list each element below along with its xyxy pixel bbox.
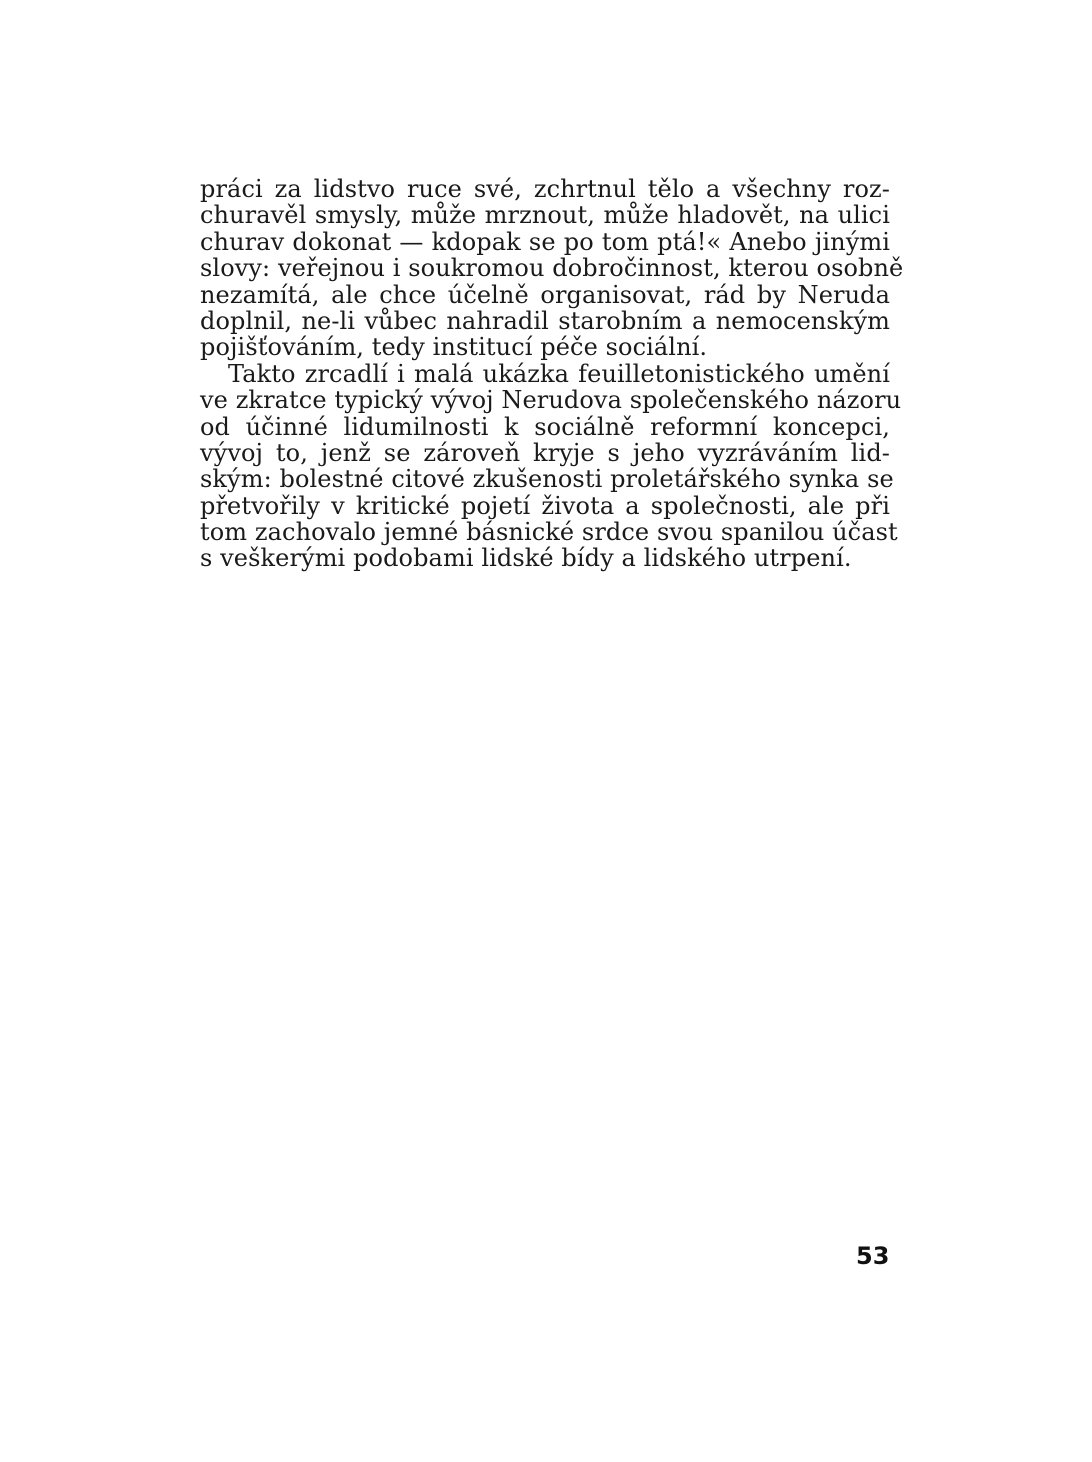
text-line: nezamítá, ale chce účelně organisovat, rád by Neruda [200, 280, 890, 309]
text-line: ským: bolestné citové zkušenosti proletářského synka se [200, 465, 894, 494]
text-line: Takto zrcadlí i malá ukázka feuilletonistického umění [228, 359, 890, 388]
paragraph-1 [200, 175, 904, 362]
text-line: slovy: veřejnou i soukromou dobročinnost, kterou osobně [200, 254, 904, 283]
text-line: vývoj to, jenž se zároveň kryje s jeho vyzráváním lid- [200, 438, 890, 467]
text-line: pojišťováním, tedy institucí péče sociální. [200, 333, 708, 362]
text-line: tom zachovalo jemné básnické srdce svou spanilou účast [200, 518, 898, 547]
body-text [200, 175, 904, 573]
text-line: churavěl smysly, může mrznout, může hladovět, na ulici [200, 201, 890, 230]
paragraph-2 [200, 359, 902, 573]
text-line: churav dokonat — kdopak se po tom ptá!« Anebo jinými [200, 227, 890, 256]
text-line: přetvořily v kritické pojetí života a společnosti, ale při [200, 491, 890, 520]
page-number: 53 [856, 1242, 890, 1270]
text-line: ve zkratce typický vývoj Nerudova společenského názoru [200, 386, 902, 415]
text-line: od účinné lidumilnosti k sociálně reformní koncepci, [200, 412, 890, 441]
text-line: doplnil, ne-li vůbec nahradil starobním a nemocenským [200, 306, 890, 335]
text-line: práci za lidstvo ruce své, zchrtnul tělo a všechny roz- [200, 175, 890, 203]
text-line: s veškerými podobami lidské bídy a lidského utrpení. [200, 544, 852, 573]
